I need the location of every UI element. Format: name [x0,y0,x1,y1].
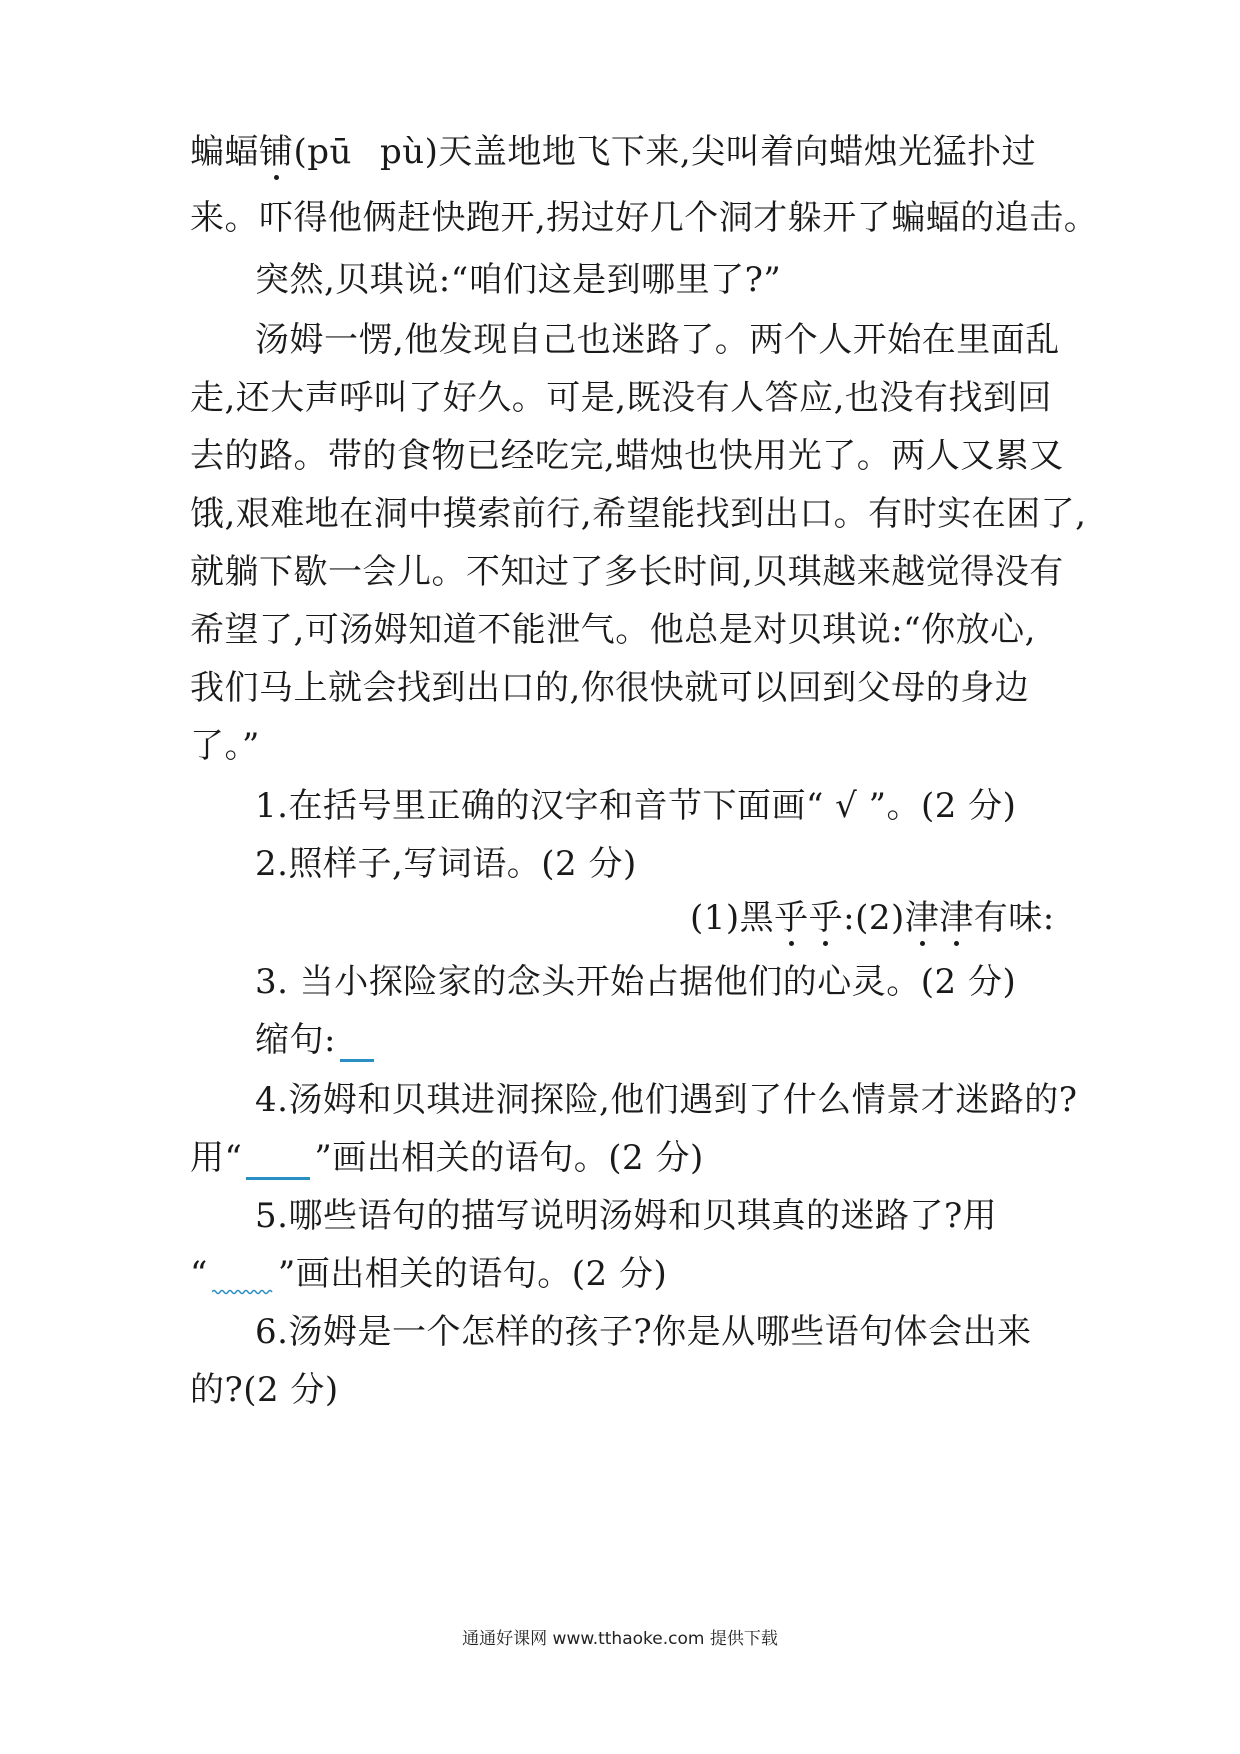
passage-line-1 [190,130,1036,174]
passage-line-4: 汤姆一愣,他发现自己也迷路了。两个人开始在里面乱 [255,320,1060,360]
dotted-char: 乎 [808,898,844,938]
passage-text: 蝙蝠 [190,132,259,172]
question-2-sub: (1)黑乎乎:(2)津津有味: [690,898,1055,938]
question-3-answer [255,1018,374,1062]
dotted-char: 津 [904,898,940,938]
passage-line-7: 饿,艰难地在洞中摸索前行,希望能找到出口。有时实在困了, [190,494,1087,534]
pinyin-option: pù) [379,132,439,172]
question-6-line-1: 6.汤姆是一个怎样的孩子?你是从哪些语句体会出来 [255,1312,1032,1352]
question-5-line-1: 5.哪些语句的描写说明汤姆和贝琪真的迷路了?用 [255,1196,998,1236]
passage-line-2: 来。吓得他俩赶快跑开,拐过好几个洞才躲开了蝙蝠的追击。 [190,198,1099,238]
passage-line-11: 了。” [190,726,260,766]
question-4-line-2: 用“ ”画出相关的语句。(2 分) [190,1138,704,1178]
passage-line-5: 走,还大声呼叫了好久。可是,既没有人答应,也没有找到回 [190,378,1052,418]
dotted-char: 铺 [259,132,294,172]
question-1: 1.在括号里正确的汉字和音节下面画“ √ ”。(2 分) [255,786,1017,826]
dotted-char: 津 [939,898,974,938]
page-footer: 通通好课网 www.tthaoke.com 提供下载 [462,1629,778,1649]
wavy-underline-sample [212,1266,274,1296]
passage-line-3: 突然,贝琪说:“咱们这是到哪里了?” [255,260,782,300]
passage-line-8: 就躺下歇一会儿。不知过了多长时间,贝琪越来越觉得没有 [190,552,1064,592]
passage-text: 天盖地地飞下来,尖叫着向蜡烛光猛扑过 [438,132,1037,172]
question-4-line-1: 4.汤姆和贝琪进洞探险,他们遇到了什么情景才迷路的? [255,1080,1078,1120]
question-3: 3. 当小探险家的念头开始占据他们的心灵。(2 分) [255,962,1017,1002]
passage-line-6: 去的路。带的食物已经吃完,蜡烛也快用光了。两人又累又 [190,436,1064,476]
pinyin-option: (pū [293,132,352,172]
dotted-char: 乎 [774,898,809,938]
shrink-sentence-label: 缩句: [255,1020,336,1060]
question-5-line-2: “ ”画出相关的语句。(2 分) [190,1254,668,1294]
question-2: 2.照样子,写词语。(2 分) [255,844,637,884]
question-6-line-2: 的?(2 分) [190,1370,339,1410]
passage-line-10: 我们马上就会找到出口的,你很快就可以回到父母的身边 [190,668,1030,708]
passage-line-9: 希望了,可汤姆知道不能泄气。他总是对贝琪说:“你放心, [190,610,1036,650]
answer-blank[interactable] [340,1029,374,1062]
straight-underline-sample [246,1147,310,1180]
